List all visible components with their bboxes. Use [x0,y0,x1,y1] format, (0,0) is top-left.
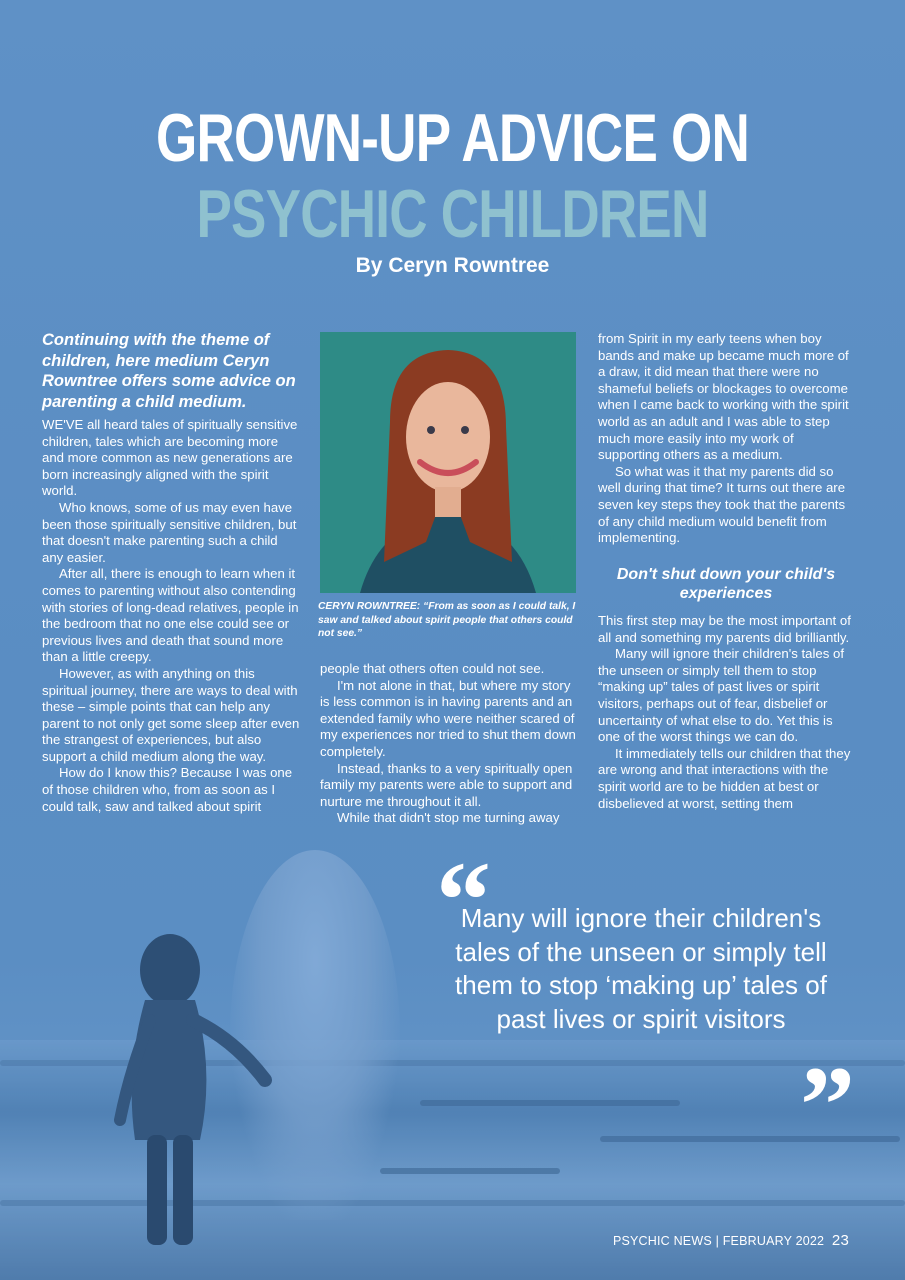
child-figure-image [105,930,275,1260]
paragraph: While that didn't stop me turning away [337,810,560,826]
paragraph: It immediately tells our children that they are wrong and that interactions with the spirit world are to be hidden at best or disbelieved at worst, setting them [598,745,851,811]
paragraph: After all, there is enough to learn when it comes to parenting without also contending with stories of long-dead relatives, people in the bedroom that no one else could see or previous lives and death that sound more than a little creepy. [42,566,299,665]
photo-caption: CERYN ROWNTREE: “From as soon as I could talk, I saw and talked about spirit people that others could not see.” [318,601,576,639]
intro-standfirst: Continuing with the theme of children, here medium Ceryn Rowntree offers some advice on parenting a child medium. [42,331,296,411]
headline-line-1: GROWN-UP ADVICE ON [156,100,749,176]
footer-separator: | [715,1234,720,1248]
byline: By Ceryn Rowntree [355,254,550,277]
paragraph: However, as with anything on this spiritual journey, there are ways to deal with these – simple points that can help any parent to not only get some sleep after even the strangest of experiences, but also support a child medium along the way. [42,665,300,764]
publication-name: PSYCHIC NEWS [612,1234,712,1248]
paragraph: people that others often could not see. [320,661,545,676]
paragraph: This first step may be the most important of all and something my parents did brilliantly. [598,613,851,645]
paragraph: I'm not alone in that, but where my story is less common is in having parents and an extended family who were neither scared of my experiences nor tried to shut them down completely. [320,677,576,759]
paragraph: Who knows, some of us may even have been those spiritually sensitive children, but that doesn't make parenting such a child any easier. [42,499,297,565]
paragraph: Many will ignore their children's tales of the unseen or simply tell them to stop “making up” tales of past lives or spirit visitors, perhaps out of fear, disbelief or uncertainty of what else to do. Yet this is one of the worst things we can do. [598,646,845,745]
author-portrait-image [320,332,576,593]
page-footer [613,1232,849,1249]
headline [0,100,905,252]
author-photo [320,332,576,593]
paragraph: from Spirit in my early teens when boy bands and make up became much more of a draw, it did mean that there were no shameful beliefs or blockages to overcome when I came back to working with the spirit world as an adult and I was able to step much more easily into my work of supporting others as a medium. [598,331,849,463]
headline-line-2: PSYCHIC CHILDREN [196,176,709,252]
article-column-3-bottom [598,613,856,812]
paragraph: So what was it that my parents did so well during that time? It turns out there are seven key steps they took that the parents of any child medium would benefit from implementing. [598,463,846,546]
article-column-1 [42,417,300,815]
issue-date: FEBRUARY 2022 [722,1234,825,1248]
article-column-3-top [598,331,856,547]
pull-quote: Many will ignore their children's tales of the unseen or simply tell them to stop ‘making up’ tales of past lives or spirit visitors [455,903,827,1034]
paragraph: Instead, thanks to a very spiritually open family my parents were able to support and nurture me throughout it all. [320,760,573,809]
paragraph: How do I know this? Because I was one of those children who, from as soon as I could talk, saw and talked about spirit [42,765,293,814]
close-quote-mark: ” [800,1044,855,1166]
open-quote-mark: “ [436,839,491,961]
paragraph: WE'VE all heard tales of spiritually sensitive children, tales which are becoming more and more common as new generations are born increasingly aligned with the spirit world. [42,417,298,499]
section-subheading: Don't shut down your child's experiences [616,566,836,602]
article-column-2 [320,661,576,827]
page-number: 23 [831,1232,849,1249]
